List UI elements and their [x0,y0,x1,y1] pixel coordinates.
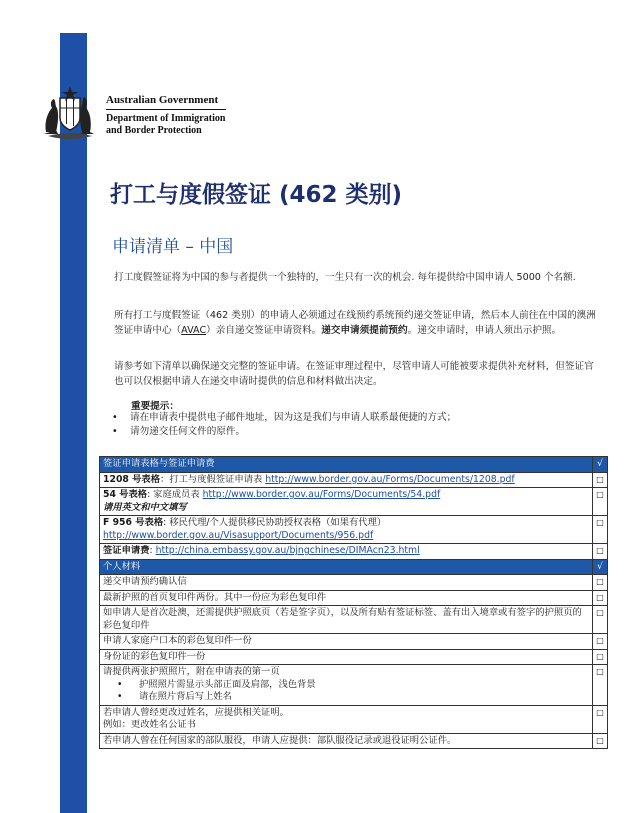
bullet-icon: • [117,691,123,702]
table-row [100,705,608,733]
coat-of-arms-icon [40,84,100,142]
checkbox[interactable]: □ [593,472,608,488]
form-54-link[interactable]: http://www.border.gov.au/Forms/Documents/54.pdf [202,489,441,500]
table-row [100,472,608,488]
section-header-personal [100,559,608,575]
department-line-2: and Border Protection [106,125,202,136]
table-row [100,665,608,706]
table-row [100,606,608,634]
row-content: 最新护照的首页复印件两份。其中一份应为彩色复印件 [100,590,593,606]
document-title: 打工与度假签证 (462 类别) [110,182,403,208]
table-row [100,733,608,749]
department-line-1: Department of Immigration [106,113,226,124]
bullet-icon: • [112,426,118,437]
form-label: 54 号表格 [103,489,148,500]
form-label: 签证申请费 [103,545,150,556]
table-row [100,488,608,516]
form-956-link[interactable]: http://www.border.gov.au/Visasupport/Documents/956.pdf [103,529,374,541]
checkbox[interactable]: □ [593,488,608,516]
checkbox[interactable]: □ [593,665,608,706]
p2-text-c: 。递交申请时，申请人须出示护照。 [407,325,562,336]
intro-paragraph-2 [114,308,599,338]
table-row [100,590,608,606]
list-item [112,425,602,439]
photo-sub-text: 请在照片背后写上姓名 [139,691,232,702]
checkbox[interactable]: □ [593,649,608,665]
government-logo-block [40,84,245,144]
checkbox[interactable]: □ [593,733,608,749]
form-1208-link[interactable]: http://www.border.gov.au/Forms/Documents/1208.pdf [265,473,515,485]
list-item [103,691,589,704]
row-content: 身份证的彩色复印件一份 [100,649,593,665]
form-desc: : [149,545,156,556]
row-content [100,665,593,706]
checkbox[interactable]: □ [593,705,608,733]
table-row [100,634,608,650]
row-content: 申请人家庭户口本的彩色复印件一份 [100,634,593,650]
gov-name: Australian Government [106,94,219,106]
photo-sub-text: 护照照片需显示头部正面及肩部，浅色背景 [139,678,316,690]
tips-list [112,411,602,439]
row-content: 递交申请预约确认信 [100,575,593,591]
form-label: F 956 号表格 [103,517,164,528]
intro-paragraph-3: 请参考如下清单以确保递交完整的签证申请。在签证审理过程中，尽管申请人可能被要求提供补充材料，但签证官也可以仅根据申请人在递交申请时提供的信息和材料做出决定。 [114,361,594,387]
p2-text-b: ）亲自递交签证申请资料。 [206,325,322,336]
checklist-table [99,456,608,749]
checkbox[interactable]: □ [593,590,608,606]
intro-paragraph-1: 打工度假签证将为中国的参与者提供一个独特的，一生只有一次的机会. 每年提供给中国申请人 5000 个名额. [114,272,576,283]
form-desc: ：打工与度假签证申请表 [160,473,266,485]
form-note: 请用英文和中文填写 [103,501,187,513]
name-change-example: 例如：更改姓名公证书 [103,719,196,730]
photo-instruction: 请提供两张护照照片，附在申请表的第一页 [103,666,280,677]
check-mark-icon: √ [593,457,608,473]
side-accent-bar [60,33,87,813]
tips-heading: 重要提示： [131,401,179,412]
checkbox[interactable]: □ [593,606,608,634]
form-desc: : 移民代理/个人提供移民协助授权表格（如果有代理） [163,517,387,528]
p2-bold-text: 递交申请须提前预约 [321,325,408,336]
government-wordmark [106,94,226,137]
row-content: 如申请人是首次赴澳，还需提供护照底页（若是签字页），以及所有贴有签证标签、盖有出入境章或有签字的护照页的彩色复印件 [100,606,593,634]
table-row [100,649,608,665]
p2-text-a: 所有打工与度假签证（462 类别）的申请人必须通过在线预约系统预约递交签证申请，然后本人前往在中国的澳洲签证申请中心（ [114,310,596,336]
document-subtitle: 申请清单 – 中国 [112,237,234,257]
row-content [100,544,593,560]
list-item [103,679,589,692]
list-item [112,411,602,425]
checkbox[interactable]: □ [593,516,608,544]
checkbox[interactable]: □ [593,544,608,560]
form-desc: : 家庭成员表 [147,489,203,500]
avac-link[interactable]: AVAC [181,325,207,336]
name-change-text: 若申请人曾经更改过姓名，应提供相关证明。 [103,706,289,718]
table-row [100,575,608,591]
wordmark-rule [106,109,226,110]
row-content [100,488,593,516]
table-row [100,516,608,544]
checkbox[interactable]: □ [593,575,608,591]
form-label: 1208 号表格 [103,473,161,485]
checkbox[interactable]: □ [593,634,608,650]
row-content [100,705,593,733]
section-title: 个人材料 [100,559,593,575]
check-mark-icon: √ [593,559,608,575]
row-content: 若申请人曾在任何国家的部队服役，申请人应提供：部队服役记录或退役证明公证件。 [100,733,593,749]
row-content [100,472,593,488]
tip-text: 请勿递交任何文件的原件。 [130,426,246,437]
section-header-forms [100,457,608,473]
section-title: 签证申请表格与签证申请费 [100,457,593,473]
tip-text: 请在申请表中提供电子邮件地址，因为这是我们与申请人联系最便捷的方式； [130,412,457,423]
table-row [100,544,608,560]
row-content [100,516,593,544]
visa-fee-link[interactable]: http://china.embassy.gov.au/bjngchinese/DIMAcn23.html [155,545,420,556]
bullet-icon: • [117,678,123,690]
bullet-icon: • [112,412,118,423]
